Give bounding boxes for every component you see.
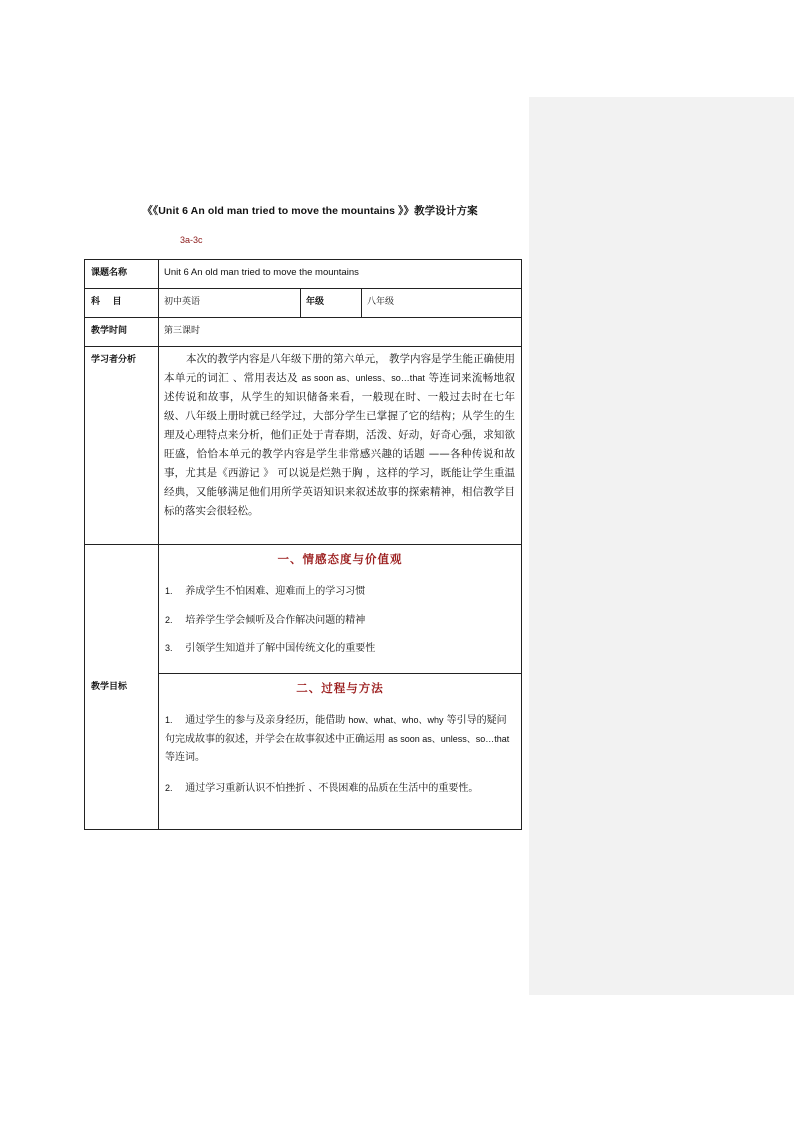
goal-item-num: 2. — [165, 783, 173, 793]
goal-item-text: 通过学生的参与及亲身经历，能借助 — [185, 715, 349, 726]
document-subtitle: 3a-3c — [180, 235, 203, 245]
document-title: 《《Unit 6 An old man tried to move the mountains 》》教学设计方案 — [142, 205, 478, 217]
analysis-part-1: 本次的教学内容是八年级下册的第六单元， 教学内容是学生能正确使用本单元的词汇 、常用表达及 — [164, 353, 515, 384]
goal-item-text: 等连词。 — [165, 752, 205, 763]
goal-item-latin: as soon as、unless、so…that — [388, 734, 510, 744]
subject-value: 初中英语 — [159, 289, 301, 318]
goal-item-1-3 — [165, 640, 515, 657]
topic-label: 课题名称 — [85, 260, 159, 289]
goal-item-text: 通过学习重新认识不怕挫折 、不畏困难的品质在生活中的重要性。 — [185, 783, 479, 794]
grade-label: 年级 — [301, 289, 362, 318]
analysis-part-3: 等连词来流畅地叙述传说和故事，从学生的知识储备来看，一般现在时、一般过去时在七年级、八年级上册时就已经学过，大部分学生已掌握了它的结构；从学生的生理及心理特点来分析，他们正处于青春期，活泼、好动，好奇心强，求知欲旺盛，恰恰本单元的教学内容是学生非常感兴趣的话题 ——各种传说和故事，尤其是《西游记 》 可以说是烂熟于胸 ，这样的学习，既能让学生重温经典，又能够满足他们用所学英语知识来叙述故事的探索精神，相信教学目标的落实会很轻松。 — [164, 372, 515, 517]
goal-item-num: 3. — [165, 643, 173, 653]
goal-item-1-1 — [165, 583, 515, 600]
goal-item-text: 引领学生知道并了解中国传统文化的重要性 — [185, 643, 376, 654]
grade-value: 八年级 — [362, 289, 522, 318]
analysis-label: 学习者分析 — [85, 347, 159, 545]
goal-item-1-2 — [165, 612, 515, 629]
goal-item-text: 等引导的疑问句完成故事的叙述，并学会在故事叙述中正确运用 — [165, 715, 507, 745]
goals-section-1 — [159, 545, 522, 674]
time-value: 第三课时 — [159, 318, 522, 347]
goal-item-latin: how、what、who、why — [348, 715, 444, 725]
time-row — [85, 318, 522, 347]
analysis-row — [85, 347, 522, 545]
goal-item-2-1 — [165, 711, 515, 767]
goal-item-2-2 — [165, 779, 515, 798]
goals-row-1 — [85, 545, 522, 674]
goals-label: 教学目标 — [85, 545, 159, 830]
comment-pane — [529, 97, 794, 995]
goals-heading-2: 二、过程与方法 — [296, 681, 384, 695]
lesson-plan-table — [84, 259, 522, 830]
analysis-text — [159, 347, 522, 545]
subject-row — [85, 289, 522, 318]
goals-section-2 — [159, 674, 522, 830]
topic-value: Unit 6 An old man tried to move the mountains — [159, 260, 522, 289]
goal-item-num: 1. — [165, 586, 173, 596]
topic-row — [85, 260, 522, 289]
time-label: 教学时间 — [85, 318, 159, 347]
analysis-part-2: as soon as、unless、so…that — [301, 373, 425, 383]
goals-heading-1: 一、情感态度与价值观 — [277, 552, 403, 566]
subject-label: 科 目 — [85, 289, 159, 318]
goal-item-text: 培养学生学会倾听及合作解决问题的精神 — [185, 615, 366, 626]
goal-item-num: 1. — [165, 715, 173, 725]
goal-item-num: 2. — [165, 615, 173, 625]
goal-item-text: 养成学生不怕困难、迎难而上的学习习惯 — [185, 586, 366, 597]
